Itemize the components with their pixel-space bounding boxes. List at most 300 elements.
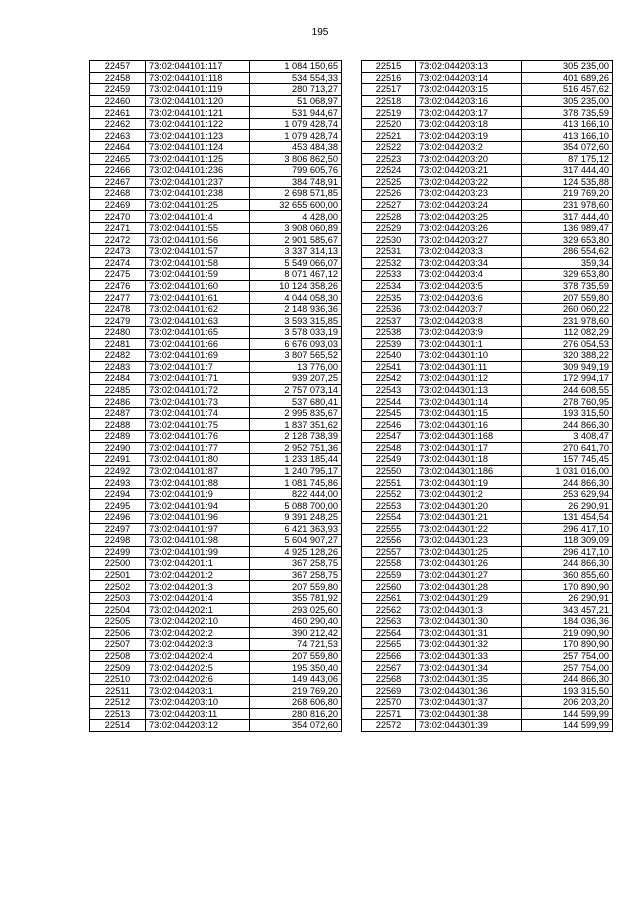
cadastral-number-cell: 73:02:044203:18 xyxy=(416,118,522,130)
cadastral-number-cell: 73:02:044203:1 xyxy=(146,685,250,697)
cadastral-value-cell: 157 745,45 xyxy=(522,454,613,466)
row-number-cell: 22514 xyxy=(90,720,146,732)
cadastral-value-cell: 278 760,95 xyxy=(522,396,613,408)
cadastral-value-cell: 516 457,62 xyxy=(522,84,613,96)
row-number-cell: 22525 xyxy=(362,176,416,188)
row-number-cell: 22457 xyxy=(90,61,146,73)
cadastral-value-cell: 219 769,20 xyxy=(522,188,613,200)
table-row xyxy=(90,673,342,685)
table-row xyxy=(90,280,342,292)
table-row xyxy=(90,199,342,211)
cadastral-value-cell: 276 054,53 xyxy=(522,338,613,350)
row-number-cell: 22538 xyxy=(362,326,416,338)
cadastral-number-cell: 73:02:044301:12 xyxy=(416,373,522,385)
table-row xyxy=(90,488,342,500)
row-number-cell: 22517 xyxy=(362,84,416,96)
cadastral-value-cell: 219 769,20 xyxy=(250,685,342,697)
row-number-cell: 22506 xyxy=(90,627,146,639)
cadastral-value-cell: 244 866,30 xyxy=(522,477,613,489)
cadastral-value-cell: 87 175,12 xyxy=(522,153,613,165)
table-row xyxy=(90,61,342,73)
cadastral-value-cell: 4 428,00 xyxy=(250,211,342,223)
row-number-cell: 22465 xyxy=(90,153,146,165)
cadastral-number-cell: 73:02:044101:55 xyxy=(146,222,250,234)
row-number-cell: 22480 xyxy=(90,326,146,338)
cadastral-number-cell: 73:02:044203:14 xyxy=(416,72,522,84)
table-row xyxy=(90,454,342,466)
table-row xyxy=(90,431,342,443)
table-row xyxy=(362,662,613,674)
cadastral-number-cell: 73:02:044101:125 xyxy=(146,153,250,165)
table-row xyxy=(90,257,342,269)
row-number-cell: 22478 xyxy=(90,303,146,315)
row-number-cell: 22557 xyxy=(362,546,416,558)
cadastral-value-cell: 2 952 751,36 xyxy=(250,442,342,454)
cadastral-number-cell: 73:02:044101:66 xyxy=(146,338,250,350)
cadastral-value-cell: 1 240 795,17 xyxy=(250,465,342,477)
row-number-cell: 22509 xyxy=(90,662,146,674)
cadastral-value-cell: 170 890,90 xyxy=(522,581,613,593)
cadastral-number-cell: 73:02:044202:3 xyxy=(146,639,250,651)
row-number-cell: 22562 xyxy=(362,604,416,616)
cadastral-number-cell: 73:02:044201:4 xyxy=(146,592,250,604)
cadastral-number-cell: 73:02:044203:21 xyxy=(416,165,522,177)
cadastral-number-cell: 73:02:044101:56 xyxy=(146,234,250,246)
cadastral-value-cell: 206 203,20 xyxy=(522,696,613,708)
cadastral-number-cell: 73:02:044101:120 xyxy=(146,95,250,107)
row-number-cell: 22494 xyxy=(90,488,146,500)
cadastral-value-cell: 390 212,42 xyxy=(250,627,342,639)
cadastral-number-cell: 73:02:044202:10 xyxy=(146,616,250,628)
cadastral-number-cell: 73:02:044101:88 xyxy=(146,477,250,489)
row-number-cell: 22496 xyxy=(90,511,146,523)
row-number-cell: 22515 xyxy=(362,61,416,73)
cadastral-value-cell: 6 421 363,93 xyxy=(250,523,342,535)
table-row xyxy=(90,350,342,362)
cadastral-value-cell: 193 315,50 xyxy=(522,407,613,419)
cadastral-value-cell: 3 337 314,13 xyxy=(250,246,342,258)
row-number-cell: 22460 xyxy=(90,95,146,107)
row-number-cell: 22559 xyxy=(362,569,416,581)
row-number-cell: 22504 xyxy=(90,604,146,616)
cadastral-number-cell: 73:02:044202:6 xyxy=(146,673,250,685)
table-row xyxy=(362,454,613,466)
row-number-cell: 22563 xyxy=(362,616,416,628)
row-number-cell: 22520 xyxy=(362,118,416,130)
table-row xyxy=(362,523,613,535)
cadastral-number-cell: 73:02:044203:5 xyxy=(416,280,522,292)
cadastral-value-cell: 293 025,60 xyxy=(250,604,342,616)
table-row xyxy=(90,604,342,616)
row-number-cell: 22556 xyxy=(362,535,416,547)
cadastral-number-cell: 73:02:044203:34 xyxy=(416,257,522,269)
cadastral-value-cell: 244 866,30 xyxy=(522,558,613,570)
cadastral-value-cell: 317 444,40 xyxy=(522,165,613,177)
row-number-cell: 22463 xyxy=(90,130,146,142)
cadastral-value-cell: 2 757 073,14 xyxy=(250,384,342,396)
row-number-cell: 22486 xyxy=(90,396,146,408)
cadastral-number-cell: 73:02:044203:16 xyxy=(416,95,522,107)
row-number-cell: 22470 xyxy=(90,211,146,223)
cadastral-number-cell: 73:02:044301:18 xyxy=(416,454,522,466)
cadastral-value-cell: 460 290,40 xyxy=(250,616,342,628)
cadastral-number-cell: 73:02:044101:59 xyxy=(146,269,250,281)
cadastral-number-cell: 73:02:044202:2 xyxy=(146,627,250,639)
cadastral-value-cell: 149 443,06 xyxy=(250,673,342,685)
cadastral-number-cell: 73:02:044301:3 xyxy=(416,604,522,616)
table-row xyxy=(90,292,342,304)
cadastral-value-cell: 354 072,60 xyxy=(522,141,613,153)
row-number-cell: 22500 xyxy=(90,558,146,570)
cadastral-number-cell: 73:02:044202:4 xyxy=(146,650,250,662)
cadastral-value-cell: 195 350,40 xyxy=(250,662,342,674)
cadastral-value-cell: 172 994,17 xyxy=(522,373,613,385)
table-row xyxy=(362,581,613,593)
table-row xyxy=(90,535,342,547)
cadastral-number-cell: 73:02:044203:24 xyxy=(416,199,522,211)
cadastral-value-cell: 136 989,47 xyxy=(522,222,613,234)
table-row xyxy=(362,511,613,523)
table-row xyxy=(90,639,342,651)
cadastral-value-cell: 10 124 358,26 xyxy=(250,280,342,292)
table-row xyxy=(90,246,342,258)
table-row xyxy=(362,442,613,454)
cadastral-number-cell: 73:02:044101:65 xyxy=(146,326,250,338)
cadastral-number-cell: 73:02:044301:35 xyxy=(416,673,522,685)
cadastral-number-cell: 73:02:044201:1 xyxy=(146,558,250,570)
row-number-cell: 22531 xyxy=(362,246,416,258)
cadastral-number-cell: 73:02:044101:80 xyxy=(146,454,250,466)
table-row xyxy=(90,338,342,350)
row-number-cell: 22544 xyxy=(362,396,416,408)
cadastral-value-cell: 207 559,80 xyxy=(250,581,342,593)
cadastral-value-cell: 286 554,62 xyxy=(522,246,613,258)
cadastral-value-cell: 401 689,26 xyxy=(522,72,613,84)
row-number-cell: 22472 xyxy=(90,234,146,246)
row-number-cell: 22528 xyxy=(362,211,416,223)
table-row xyxy=(90,396,342,408)
table-row xyxy=(362,211,613,223)
cadastral-number-cell: 73:02:044203:7 xyxy=(416,303,522,315)
row-number-cell: 22571 xyxy=(362,708,416,720)
cadastral-value-cell: 1 837 351,62 xyxy=(250,419,342,431)
table-row xyxy=(90,130,342,142)
table-row xyxy=(362,592,613,604)
cadastral-value-cell: 51 068,97 xyxy=(250,95,342,107)
row-number-cell: 22492 xyxy=(90,465,146,477)
cadastral-value-cell: 2 148 936,36 xyxy=(250,303,342,315)
row-number-cell: 22471 xyxy=(90,222,146,234)
table-row xyxy=(90,72,342,84)
cadastral-value-table-right xyxy=(361,60,613,732)
row-number-cell: 22543 xyxy=(362,384,416,396)
cadastral-number-cell: 73:02:044101:122 xyxy=(146,118,250,130)
row-number-cell: 22521 xyxy=(362,130,416,142)
table-row xyxy=(362,384,613,396)
cadastral-number-cell: 73:02:044101:58 xyxy=(146,257,250,269)
table-row xyxy=(90,95,342,107)
cadastral-number-cell: 73:02:044301:17 xyxy=(416,442,522,454)
table-row xyxy=(90,546,342,558)
cadastral-value-cell: 1 084 150,65 xyxy=(250,61,342,73)
table-row xyxy=(90,627,342,639)
row-number-cell: 22473 xyxy=(90,246,146,258)
table-row xyxy=(362,708,613,720)
cadastral-number-cell: 73:02:044101:118 xyxy=(146,72,250,84)
cadastral-value-cell: 32 655 600,00 xyxy=(250,199,342,211)
cadastral-value-cell: 257 754,00 xyxy=(522,662,613,674)
row-number-cell: 22505 xyxy=(90,616,146,628)
cadastral-value-cell: 193 315,50 xyxy=(522,685,613,697)
cadastral-number-cell: 73:02:044203:4 xyxy=(416,269,522,281)
table-row xyxy=(90,708,342,720)
table-row xyxy=(90,419,342,431)
cadastral-number-cell: 73:02:044101:63 xyxy=(146,315,250,327)
table-row xyxy=(90,384,342,396)
cadastral-value-cell: 296 417,10 xyxy=(522,546,613,558)
row-number-cell: 22551 xyxy=(362,477,416,489)
row-number-cell: 22561 xyxy=(362,592,416,604)
cadastral-number-cell: 73:02:044301:10 xyxy=(416,350,522,362)
cadastral-value-cell: 305 235,00 xyxy=(522,95,613,107)
cadastral-value-cell: 1 079 428,74 xyxy=(250,130,342,142)
cadastral-number-cell: 73:02:044203:9 xyxy=(416,326,522,338)
row-number-cell: 22483 xyxy=(90,361,146,373)
cadastral-number-cell: 73:02:044203:12 xyxy=(146,720,250,732)
cadastral-value-cell: 354 072,60 xyxy=(250,720,342,732)
table-row xyxy=(90,581,342,593)
cadastral-number-cell: 73:02:044101:87 xyxy=(146,465,250,477)
cadastral-value-cell: 320 388,22 xyxy=(522,350,613,362)
cadastral-number-cell: 73:02:044101:238 xyxy=(146,188,250,200)
cadastral-value-cell: 184 036,36 xyxy=(522,616,613,628)
row-number-cell: 22464 xyxy=(90,141,146,153)
table-row xyxy=(362,199,613,211)
cadastral-number-cell: 73:02:044301:16 xyxy=(416,419,522,431)
cadastral-value-cell: 170 890,90 xyxy=(522,639,613,651)
cadastral-number-cell: 73:02:044203:20 xyxy=(416,153,522,165)
cadastral-number-cell: 73:02:044301:15 xyxy=(416,407,522,419)
table-row xyxy=(362,396,613,408)
table-row xyxy=(362,696,613,708)
row-number-cell: 22485 xyxy=(90,384,146,396)
cadastral-number-cell: 73:02:044101:97 xyxy=(146,523,250,535)
table-row xyxy=(90,650,342,662)
row-number-cell: 22555 xyxy=(362,523,416,535)
row-number-cell: 22572 xyxy=(362,720,416,732)
cadastral-number-cell: 73:02:044203:3 xyxy=(416,246,522,258)
table-row xyxy=(90,153,342,165)
cadastral-number-cell: 73:02:044101:77 xyxy=(146,442,250,454)
cadastral-number-cell: 73:02:044101:117 xyxy=(146,61,250,73)
table-row xyxy=(90,662,342,674)
table-row xyxy=(362,315,613,327)
row-number-cell: 22554 xyxy=(362,511,416,523)
table-row xyxy=(90,685,342,697)
row-number-cell: 22550 xyxy=(362,465,416,477)
table-row xyxy=(362,639,613,651)
cadastral-value-cell: 799 605,76 xyxy=(250,165,342,177)
cadastral-number-cell: 73:02:044301:34 xyxy=(416,662,522,674)
cadastral-value-cell: 207 559,80 xyxy=(522,292,613,304)
row-number-cell: 22570 xyxy=(362,696,416,708)
cadastral-value-cell: 3 408,47 xyxy=(522,431,613,443)
row-number-cell: 22466 xyxy=(90,165,146,177)
cadastral-number-cell: 73:02:044201:2 xyxy=(146,569,250,581)
table-row xyxy=(90,303,342,315)
table-row xyxy=(362,673,613,685)
table-row xyxy=(362,234,613,246)
row-number-cell: 22553 xyxy=(362,500,416,512)
row-number-cell: 22497 xyxy=(90,523,146,535)
cadastral-value-cell: 244 608,55 xyxy=(522,384,613,396)
table-row xyxy=(362,176,613,188)
cadastral-value-cell: 268 606,80 xyxy=(250,696,342,708)
cadastral-number-cell: 73:02:044203:19 xyxy=(416,130,522,142)
cadastral-value-cell: 296 417,10 xyxy=(522,523,613,535)
row-number-cell: 22461 xyxy=(90,107,146,119)
table-row xyxy=(90,269,342,281)
cadastral-value-cell: 207 559,80 xyxy=(250,650,342,662)
table-row xyxy=(362,627,613,639)
table-row xyxy=(362,431,613,443)
cadastral-value-cell: 537 680,41 xyxy=(250,396,342,408)
cadastral-value-cell: 3 806 862,50 xyxy=(250,153,342,165)
cadastral-number-cell: 73:02:044101:94 xyxy=(146,500,250,512)
cadastral-number-cell: 73:02:044203:11 xyxy=(146,708,250,720)
table-row xyxy=(362,303,613,315)
table-row xyxy=(362,500,613,512)
cadastral-value-table-left xyxy=(89,60,342,732)
cadastral-value-cell: 231 978,60 xyxy=(522,315,613,327)
row-number-cell: 22459 xyxy=(90,84,146,96)
row-number-cell: 22512 xyxy=(90,696,146,708)
cadastral-number-cell: 73:02:044301:21 xyxy=(416,511,522,523)
table-row xyxy=(362,488,613,500)
row-number-cell: 22527 xyxy=(362,199,416,211)
table-row xyxy=(362,118,613,130)
cadastral-number-cell: 73:02:044201:3 xyxy=(146,581,250,593)
row-number-cell: 22498 xyxy=(90,535,146,547)
cadastral-value-cell: 8 071 467,12 xyxy=(250,269,342,281)
row-number-cell: 22462 xyxy=(90,118,146,130)
cadastral-number-cell: 73:02:044101:72 xyxy=(146,384,250,396)
row-number-cell: 22564 xyxy=(362,627,416,639)
cadastral-value-cell: 244 866,30 xyxy=(522,419,613,431)
cadastral-number-cell: 73:02:044301:11 xyxy=(416,361,522,373)
cadastral-value-cell: 280 816,20 xyxy=(250,708,342,720)
row-number-cell: 22566 xyxy=(362,650,416,662)
cadastral-number-cell: 73:02:044301:1 xyxy=(416,338,522,350)
table-row xyxy=(362,280,613,292)
row-number-cell: 22502 xyxy=(90,581,146,593)
cadastral-value-cell: 270 641,70 xyxy=(522,442,613,454)
row-number-cell: 22499 xyxy=(90,546,146,558)
table-row xyxy=(90,326,342,338)
cadastral-number-cell: 73:02:044203:27 xyxy=(416,234,522,246)
cadastral-value-cell: 5 604 907,27 xyxy=(250,535,342,547)
row-number-cell: 22513 xyxy=(90,708,146,720)
cadastral-number-cell: 73:02:044101:124 xyxy=(146,141,250,153)
table-row xyxy=(90,558,342,570)
cadastral-number-cell: 73:02:044301:13 xyxy=(416,384,522,396)
cadastral-number-cell: 73:02:044301:19 xyxy=(416,477,522,489)
row-number-cell: 22540 xyxy=(362,350,416,362)
cadastral-value-cell: 2 128 738,39 xyxy=(250,431,342,443)
row-number-cell: 22568 xyxy=(362,673,416,685)
cadastral-number-cell: 73:02:044101:7 xyxy=(146,361,250,373)
row-number-cell: 22503 xyxy=(90,592,146,604)
cadastral-number-cell: 73:02:044301:37 xyxy=(416,696,522,708)
cadastral-value-cell: 413 166,10 xyxy=(522,130,613,142)
row-number-cell: 22526 xyxy=(362,188,416,200)
table-row xyxy=(362,361,613,373)
cadastral-value-cell: 3 593 315,85 xyxy=(250,315,342,327)
table-row xyxy=(362,546,613,558)
table-row xyxy=(90,118,342,130)
cadastral-value-cell: 367 258,75 xyxy=(250,558,342,570)
cadastral-number-cell: 73:02:044203:15 xyxy=(416,84,522,96)
row-number-cell: 22501 xyxy=(90,569,146,581)
cadastral-number-cell: 73:02:044101:236 xyxy=(146,165,250,177)
cadastral-value-cell: 378 735,59 xyxy=(522,280,613,292)
table-row xyxy=(362,72,613,84)
cadastral-value-cell: 343 457,21 xyxy=(522,604,613,616)
table-row xyxy=(90,523,342,535)
table-row xyxy=(362,326,613,338)
table-row xyxy=(90,569,342,581)
row-number-cell: 22541 xyxy=(362,361,416,373)
cadastral-value-cell: 124 535,88 xyxy=(522,176,613,188)
table-row xyxy=(362,535,613,547)
row-number-cell: 22481 xyxy=(90,338,146,350)
row-number-cell: 22474 xyxy=(90,257,146,269)
row-number-cell: 22510 xyxy=(90,673,146,685)
cadastral-number-cell: 73:02:044203:22 xyxy=(416,176,522,188)
table-row xyxy=(90,188,342,200)
table-row xyxy=(362,350,613,362)
cadastral-number-cell: 73:02:044101:123 xyxy=(146,130,250,142)
row-number-cell: 22484 xyxy=(90,373,146,385)
table-row xyxy=(90,107,342,119)
cadastral-value-cell: 939 207,25 xyxy=(250,373,342,385)
cadastral-value-cell: 317 444,40 xyxy=(522,211,613,223)
table-row xyxy=(362,222,613,234)
cadastral-number-cell: 73:02:044101:76 xyxy=(146,431,250,443)
row-number-cell: 22507 xyxy=(90,639,146,651)
row-number-cell: 22529 xyxy=(362,222,416,234)
table-row xyxy=(90,696,342,708)
table-row xyxy=(90,720,342,732)
row-number-cell: 22493 xyxy=(90,477,146,489)
row-number-cell: 22558 xyxy=(362,558,416,570)
cadastral-value-cell: 219 090,90 xyxy=(522,627,613,639)
cadastral-value-cell: 5 549 066,07 xyxy=(250,257,342,269)
cadastral-value-cell: 9 391 248,25 xyxy=(250,511,342,523)
cadastral-value-cell: 2 995 835,67 xyxy=(250,407,342,419)
row-number-cell: 22519 xyxy=(362,107,416,119)
cadastral-number-cell: 73:02:044203:10 xyxy=(146,696,250,708)
cadastral-value-cell: 118 309,09 xyxy=(522,535,613,547)
cadastral-number-cell: 73:02:044203:13 xyxy=(416,61,522,73)
cadastral-number-cell: 73:02:044301:32 xyxy=(416,639,522,651)
cadastral-number-cell: 73:02:044101:96 xyxy=(146,511,250,523)
row-number-cell: 22549 xyxy=(362,454,416,466)
cadastral-value-cell: 329 653,80 xyxy=(522,269,613,281)
cadastral-value-cell: 1 233 185,44 xyxy=(250,454,342,466)
table-row xyxy=(362,130,613,142)
cadastral-number-cell: 73:02:044301:27 xyxy=(416,569,522,581)
